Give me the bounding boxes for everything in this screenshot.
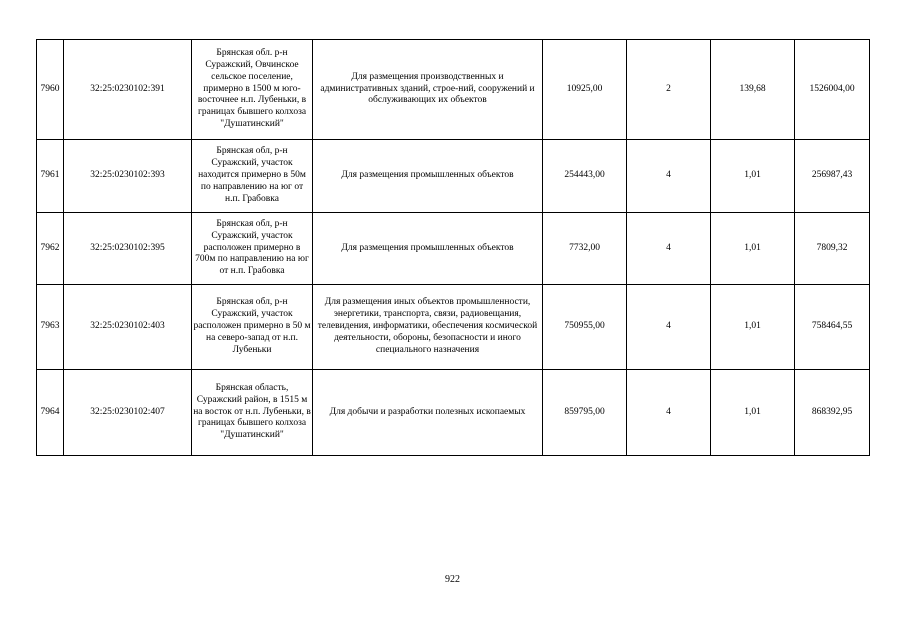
rate-cell: 139,68 (711, 40, 795, 140)
address-cell: Брянская область, Суражский район, в 1515 м на восток от н.п. Лубеньки, в границах бывшего колхоза "Душатинский" (192, 370, 313, 456)
rate-cell: 1,01 (711, 370, 795, 456)
value-cell: 868392,95 (795, 370, 870, 456)
address-cell: Брянская обл, р-н Суражский, участок расположен примерно в 50 м на северо-запад от н.п. Лубеньки (192, 285, 313, 370)
cadastral-value-table (36, 39, 870, 456)
rate-cell: 1,01 (711, 285, 795, 370)
value-cell: 758464,55 (795, 285, 870, 370)
table-row (37, 213, 870, 285)
rate-cell: 1,01 (711, 213, 795, 285)
address-cell: Брянская обл. р-н Суражский, Овчинское сельское поселение, примерно в 1500 м юго-восточнее н.п. Лубеньки, в границах бывшего колхоза "Душатинский" (192, 40, 313, 140)
purpose-cell: Для размещения производственных и административных зданий, строе-ний, сооружений и обслуживающих их объектов (313, 40, 543, 140)
cadastral-number: 32:25:0230102:391 (64, 40, 192, 140)
table-row (37, 370, 870, 456)
cadastral-number: 32:25:0230102:395 (64, 213, 192, 285)
cadastral-number: 32:25:0230102:407 (64, 370, 192, 456)
row-number: 7960 (37, 40, 64, 140)
value-cell: 1526004,00 (795, 40, 870, 140)
row-number: 7964 (37, 370, 64, 456)
group-cell: 4 (627, 140, 711, 213)
value-cell: 256987,43 (795, 140, 870, 213)
row-number: 7961 (37, 140, 64, 213)
area-cell: 750955,00 (543, 285, 627, 370)
value-cell: 7809,32 (795, 213, 870, 285)
purpose-cell: Для добычи и разработки полезных ископаемых (313, 370, 543, 456)
cadastral-number: 32:25:0230102:393 (64, 140, 192, 213)
address-cell: Брянская обл, р-н Суражский, участок расположен примерно в 700м по направлению на юг от н.п. Грабовка (192, 213, 313, 285)
table-row (37, 285, 870, 370)
group-cell: 4 (627, 370, 711, 456)
row-number: 7963 (37, 285, 64, 370)
group-cell: 2 (627, 40, 711, 140)
area-cell: 10925,00 (543, 40, 627, 140)
address-cell: Брянская обл, р-н Суражский, участок находится примерно в 50м по направлению на юг от н.п. Грабовка (192, 140, 313, 213)
rate-cell: 1,01 (711, 140, 795, 213)
area-cell: 7732,00 (543, 213, 627, 285)
cadastral-number: 32:25:0230102:403 (64, 285, 192, 370)
purpose-cell: Для размещения промышленных объектов (313, 140, 543, 213)
purpose-cell: Для размещения иных объектов промышленности, энергетики, транспорта, связи, радиовещания, телевидения, информатики, обеспечения космической деятельности, обороны, безопасности и иного специального назначения (313, 285, 543, 370)
group-cell: 4 (627, 213, 711, 285)
group-cell: 4 (627, 285, 711, 370)
row-number: 7962 (37, 213, 64, 285)
table-row (37, 140, 870, 213)
page-number: 922 (445, 574, 460, 585)
table-row (37, 40, 870, 140)
area-cell: 859795,00 (543, 370, 627, 456)
area-cell: 254443,00 (543, 140, 627, 213)
purpose-cell: Для размещения промышленных объектов (313, 213, 543, 285)
